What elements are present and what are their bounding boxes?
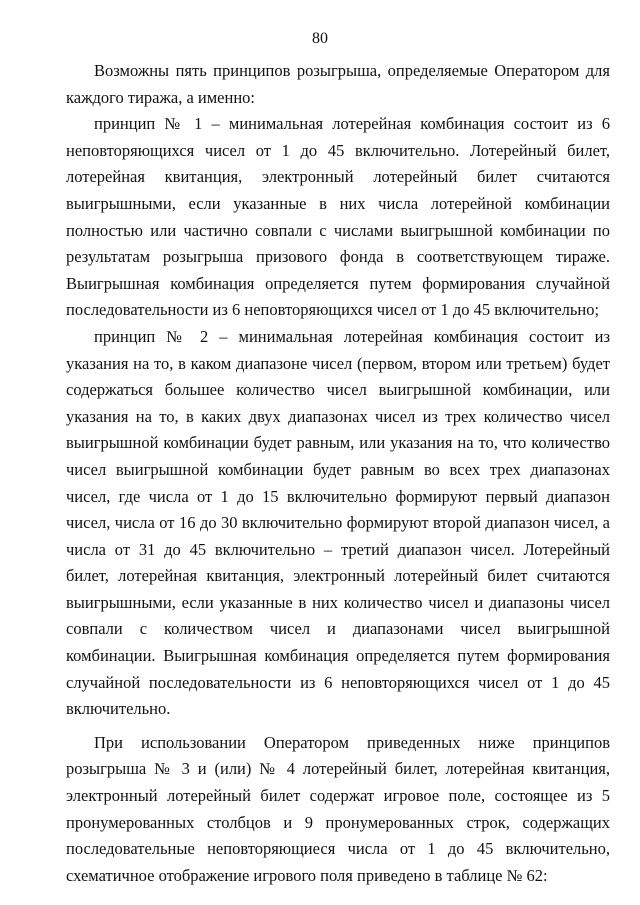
page-number: 80 (312, 30, 328, 47)
paragraph-principles-3-4: При использовании Оператором приведенных ниже принципов розыгрыша № 3 и (или) № 4 лотерейный билет, лотерейная квитанция, электронный лотерейный билет содержат игровое поле, состоящее из 5 пронумерованных столбцов и 9 пронумерованных строк, содержащих последовательные неповторяющиеся числа от 1 до 45 включительно, схематичное отображение игрового поля приведено в таблице № 62: (66, 732, 610, 885)
paragraph-principle-2: принцип № 2 – минимальная лотерейная комбинация состоит из указания на то, в каком диапазоне чисел (первом, втором или третьем) будет содержаться большее количество чисел выигрышной комбинации, или указания на то, в каких двух диапазонах чисел из трех количество чисел выигрышной комбинации будет равным, или указания на то, что количество чисел выигрышной комбинации будет равным во всех трех диапазонах чисел, где числа от 1 до 15 включительно формируют первый диапазон чисел, числа от 16 до 30 включительно формируют второй диапазон чисел, а числа от 31 до 45 включительно – третий диапазон чисел. Лотерейный билет, лотерейная квитанция, электронный лотерейный билет считаются выигрышными, если указанные в них количество чисел и диапазоны чисел совпали с количеством чисел и диапазонами чисел выигрышной комбинации. Выигрышная комбинация определяется путем формирования случайной последовательности из 6 неповторяющихся чисел от 1 до 45 включительно. (66, 326, 610, 719)
paragraph-intro: Возможны пять принципов розыгрыша, определяемые Оператором для каждого тиража, а именно: (66, 61, 610, 107)
document-body (66, 58, 610, 889)
paragraph-principle-1: принцип № 1 – минимальная лотерейная комбинация состоит из 6 неповторяющихся чисел от 1 до 45 включительно. Лотерейный билет, лотерейная квитанция, электронный лотерейный билет считаются выигрышными, если указанные в них числа лотерейной комбинации полностью или частично совпали с числами выигрышной комбинации по результатам розыгрыша призового фонда в соответствующем тираже. Выигрышная комбинация определяется путем формирования случайной последовательности из 6 неповторяющихся чисел от 1 до 45 включительно; (66, 114, 610, 320)
